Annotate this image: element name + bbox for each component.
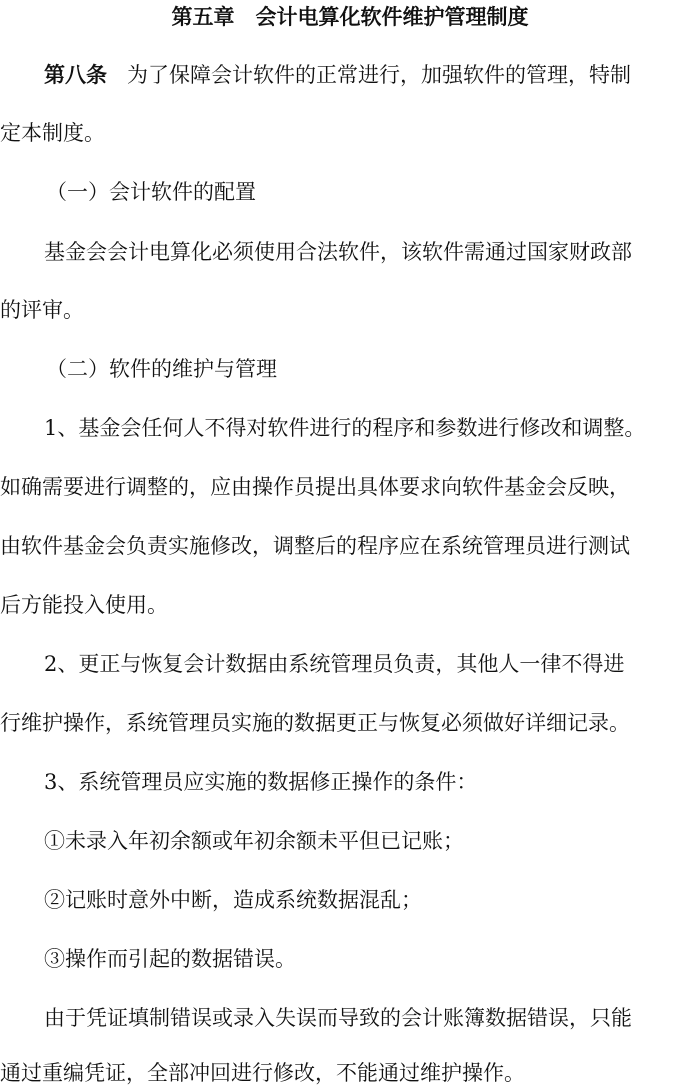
- section-1-heading: （一）会计软件的配置: [46, 180, 256, 204]
- condition-1: ①未录入年初余额或年初余额未平但已记账；: [44, 829, 464, 853]
- article-8-label: 第八条: [44, 62, 107, 87]
- article-8-line-2: 定本制度。: [0, 121, 105, 145]
- item-1-line-3: 由软件基金会负责实施修改，调整后的程序应在系统管理员进行测试: [0, 534, 630, 558]
- section-1-para-line-1: 基金会会计电算化必须使用合法软件，该软件需通过国家财政部: [44, 240, 632, 264]
- item-2-line-2: 行维护操作，系统管理员实施的数据更正与恢复必须做好详细记录。: [0, 711, 630, 735]
- item-1-line-4: 后方能投入使用。: [0, 593, 168, 617]
- article-8-line-1: [44, 60, 631, 90]
- item-3: 3、系统管理员应实施的数据修正操作的条件：: [44, 770, 478, 794]
- item-2-line-1: 2、更正与恢复会计数据由系统管理员负责，其他人一律不得进: [44, 652, 625, 676]
- item-1-line-2: 如确需要进行调整的，应由操作员提出具体要求向软件基金会反映，: [0, 475, 630, 499]
- note-line-1: 由于凭证填制错误或录入失误而导致的会计账簿数据错误，只能: [44, 1006, 632, 1030]
- chapter-title: 第五章 会计电算化软件维护管理制度: [171, 4, 529, 29]
- section-1-para-line-2: 的评审。: [0, 298, 84, 322]
- item-1-line-1: 1、基金会任何人不得对软件进行的程序和参数进行修改和调整。: [44, 416, 646, 440]
- condition-3: ③操作而引起的数据错误。: [44, 947, 296, 971]
- condition-2: ②记账时意外中断，造成系统数据混乱；: [44, 888, 422, 912]
- article-8-text-1: 为了保障会计软件的正常进行，加强软件的管理，特制: [127, 63, 631, 87]
- section-2-heading: （二）软件的维护与管理: [46, 357, 277, 381]
- note-line-2: 通过重编凭证，全部冲回进行修改，不能通过维护操作。: [0, 1061, 525, 1085]
